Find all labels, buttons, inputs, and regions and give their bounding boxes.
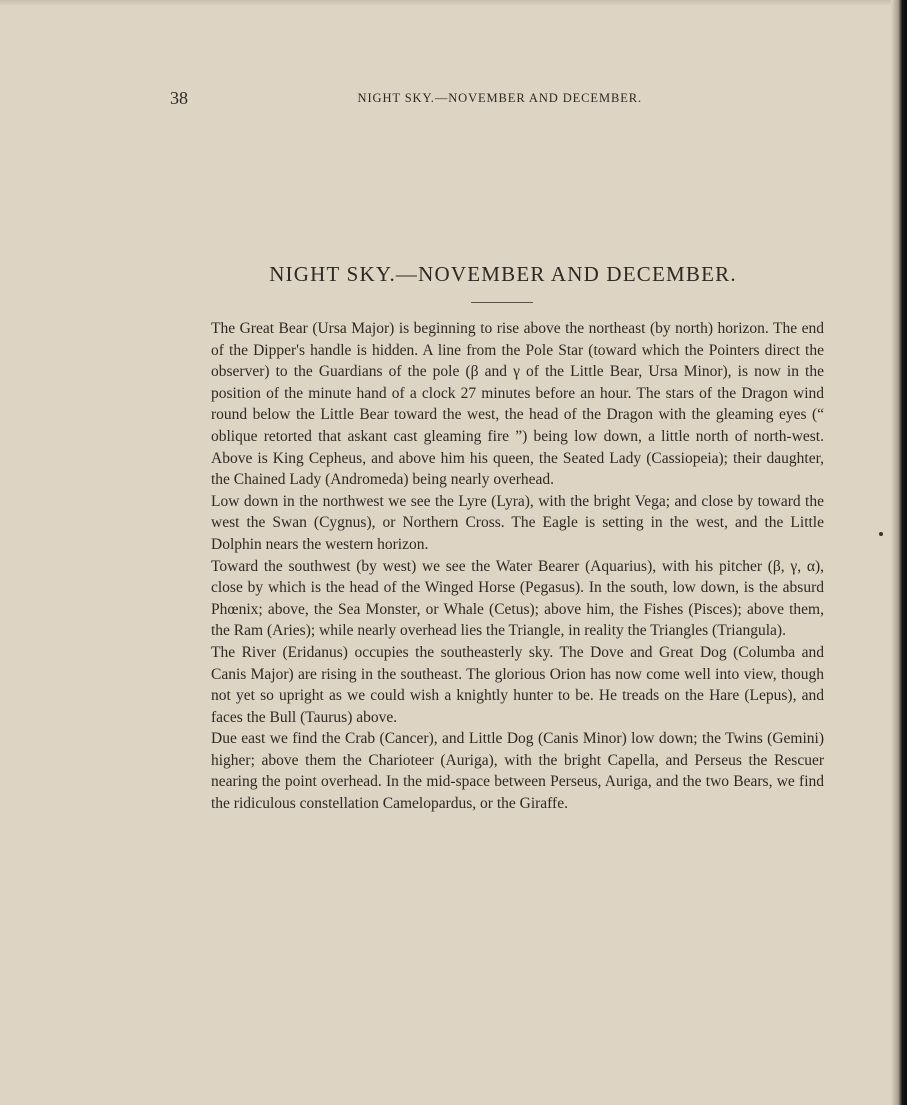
chapter-title: NIGHT SKY.—NOVEMBER AND DECEMBER.	[269, 262, 737, 286]
paragraph: Toward the southwest (by west) we see the Water Bearer (Aquarius), with his pitcher (β, γ, α), close by which is the head of the Winged Horse (Pegasus). In the south, low down, is the absurd Phœnix; above, the Sea Monster, or Whale (Cetus); above him, the Fishes (Pisces); above them, the Ram (Aries); while nearly overhead lies the Triangle, in reality the Triangles (Triangula).	[211, 557, 824, 640]
paragraph: Low down in the northwest we see the Lyre (Lyra), with the bright Vega; and close by toward the west the Swan (Cygnus), or Northern Cross. The Eagle is setting in the west, and the Little Dolphin nears the western horizon.	[211, 492, 824, 553]
paragraph: The River (Eridanus) occupies the southeasterly sky. The Dove and Great Dog (Columba and Canis Major) are rising in the southeast. The glorious Orion has now come well into view, though not yet so upright as we could wish a knightly hunter to be. He treads on the Hare (Lepus), and faces the Bull (Taurus) above.	[211, 643, 824, 726]
book-spine-edge	[891, 0, 907, 1105]
running-head	[170, 88, 642, 108]
page-top-edge	[0, 0, 907, 6]
ink-speck	[879, 532, 883, 536]
paragraph: The Great Bear (Ursa Major) is beginning to rise above the northeast (by north) horizon. The end of the Dipper's handle is hidden. A line from the Pole Star (toward which the Pointers direct the observer) to the Guardians of the pole (β and γ of the Little Bear, Ursa Minor), is now in the position of the minute hand of a clock 27 minutes before an hour. The stars of the Dragon wind round below the Little Bear toward the west, the head of the Dragon with the gleaming eyes (“ oblique retorted that askant cast gleaming fire ”) being low down, a little north of north-west. Above is King Cepheus, and above him his queen, the Seated Lady (Cassiopeia); their daughter, the Chained Lady (Andromeda) being nearly overhead.	[211, 320, 824, 489]
page-number: 38	[170, 88, 188, 108]
running-title: NIGHT SKY.—NOVEMBER AND DECEMBER.	[357, 91, 642, 105]
paragraph: Due east we find the Crab (Cancer), and Little Dog (Canis Minor) low down; the Twins (Gemini) higher; above them the Charioteer (Auriga), with the bright Capella, and Perseus the Rescuer nearing the point overhead. In the mid-space between Perseus, Auriga, and the two Bears, we find the ridiculous constellation Camelopardus, or the Giraffe.	[211, 730, 824, 813]
title-rule	[471, 302, 533, 303]
body-text	[211, 318, 824, 815]
